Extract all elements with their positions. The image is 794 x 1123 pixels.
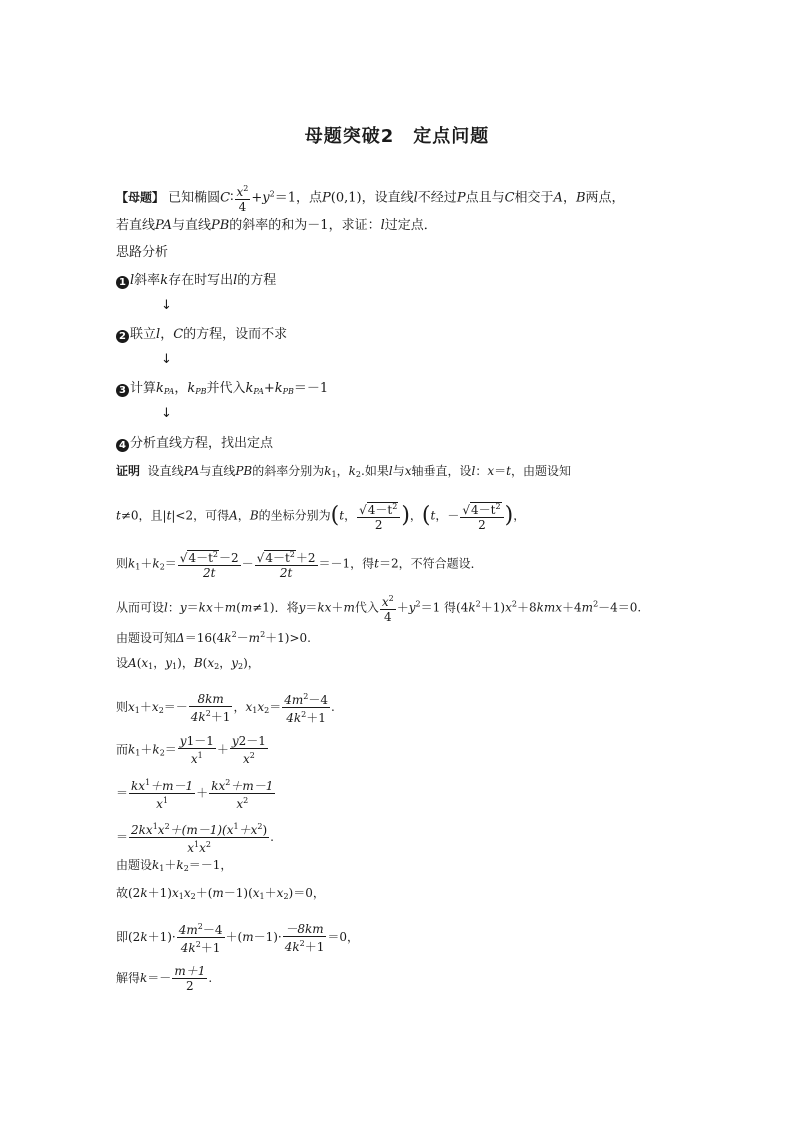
proof-line-1: 证明 设直线PA与直线PB的斜率分别为$k_1$，$k_2$.如果l与x轴垂直，设l：x＝t，由题设知 [116, 464, 571, 479]
proof-line-9: ＝ $\frac{kx^1+m-1}{x^1}$ ＋ $\frac{kx^2+m-1}{x^2}$ [116, 778, 274, 811]
page-title: 母题突破2 定点问题 [304, 126, 490, 147]
analysis-step-1: 1 l斜率k存在时写出l的方程 [116, 273, 276, 289]
down-arrow-icon: ↓ [161, 298, 172, 313]
problem-line-1: 【母题】 已知椭圆C∶ $\frac{x^2}{4}$ $+y^2=1$，点P(0,1)，设直线l不经过P点且与C相交于A，B两点， [116, 184, 625, 214]
proof-line-5: 由题设可知$\Delta=16(4k^2-m^2+1)>0$. [116, 630, 311, 645]
proof-line-11: 由题设$k_1+k_2=-1$， [116, 858, 233, 873]
step-4-badge: 4 [116, 439, 129, 452]
down-arrow-icon: ↓ [161, 406, 172, 421]
step-3-badge: 3 [116, 384, 129, 397]
ellipse-fraction: $\frac{x^2}{4}$ [236, 184, 249, 214]
proof-line-10: ＝ $\frac{2kx^1x^2+(m-1)(x^1+x^2)}{x^1x^2}$ . [116, 822, 274, 855]
proof-line-6: 设$A(x_1$，$y_1$)，$B(x_2$，$y_2$)， [116, 656, 260, 671]
proof-line-7: 则$x_1+x_2=-$ $\frac{8km}{4k^2+1}$ ，$x_1x_2=$ $\frac{4m^2-4}{4k^2+1}$ . [116, 691, 335, 725]
problem-line-2: 若直线PA与直线PB的斜率的和为－1，求证：l过定点． [116, 218, 437, 233]
proof-line-12: 故$(2k+1)x_1x_2+(m-1)(x_1+x_2)=0$， [116, 886, 325, 901]
step-2-badge: 2 [116, 330, 129, 343]
proof-line-2: t≠0，且|t|<2，可得A，B的坐标分别为(t， $\frac{√4-t^2}{2}$ )，(t，－ $\frac{√4-t^2}{2}$ )， [116, 502, 526, 532]
proof-line-14: 解得k＝－ $\frac{m+1}{2}$ . [116, 964, 213, 993]
analysis-step-4: 4 分析直线方程，找出定点 [116, 436, 273, 452]
proof-line-3: 则$k_1+k_2=$ $\frac{√4-t^2-2}{2t}$ － $\frac{√4-t^2+2}{2t}$ ＝－1，得t＝2，不符合题设． [116, 550, 483, 580]
proof-line-13: 即(2k＋1)· $\frac{4m^2-4}{4k^2+1}$ ＋(m－1)· $\frac{-8km}{4k^2+1}$ ＝0， [116, 921, 359, 955]
analysis-heading: 思路分析 [116, 245, 169, 260]
proof-tag: 证明 [116, 464, 141, 478]
step-1-badge: 1 [116, 276, 129, 289]
proof-line-8: 而$k_1+k_2=$ $\frac{y1-1}{x^1}$ ＋ $\frac{y2-1}{x^2}$ [116, 734, 266, 766]
analysis-step-2: 2 联立l，C的方程，设而不求 [116, 327, 287, 343]
analysis-step-3: 3 计算$k_{PA}$，$k_{PB}$并代入$k_{PA}+k_{PB}=-1$ [116, 381, 328, 400]
proof-line-4: 从而可设l：y＝kx＋m(m≠1)．将y＝kx＋m代入 $\frac{x^2}{4}$ $+y^2=1$ 得$(4k^2+1)x^2+8kmx+4m^2-4=0$. [116, 594, 642, 624]
down-arrow-icon: ↓ [161, 352, 172, 367]
problem-tag: 【母题】 [116, 190, 165, 205]
